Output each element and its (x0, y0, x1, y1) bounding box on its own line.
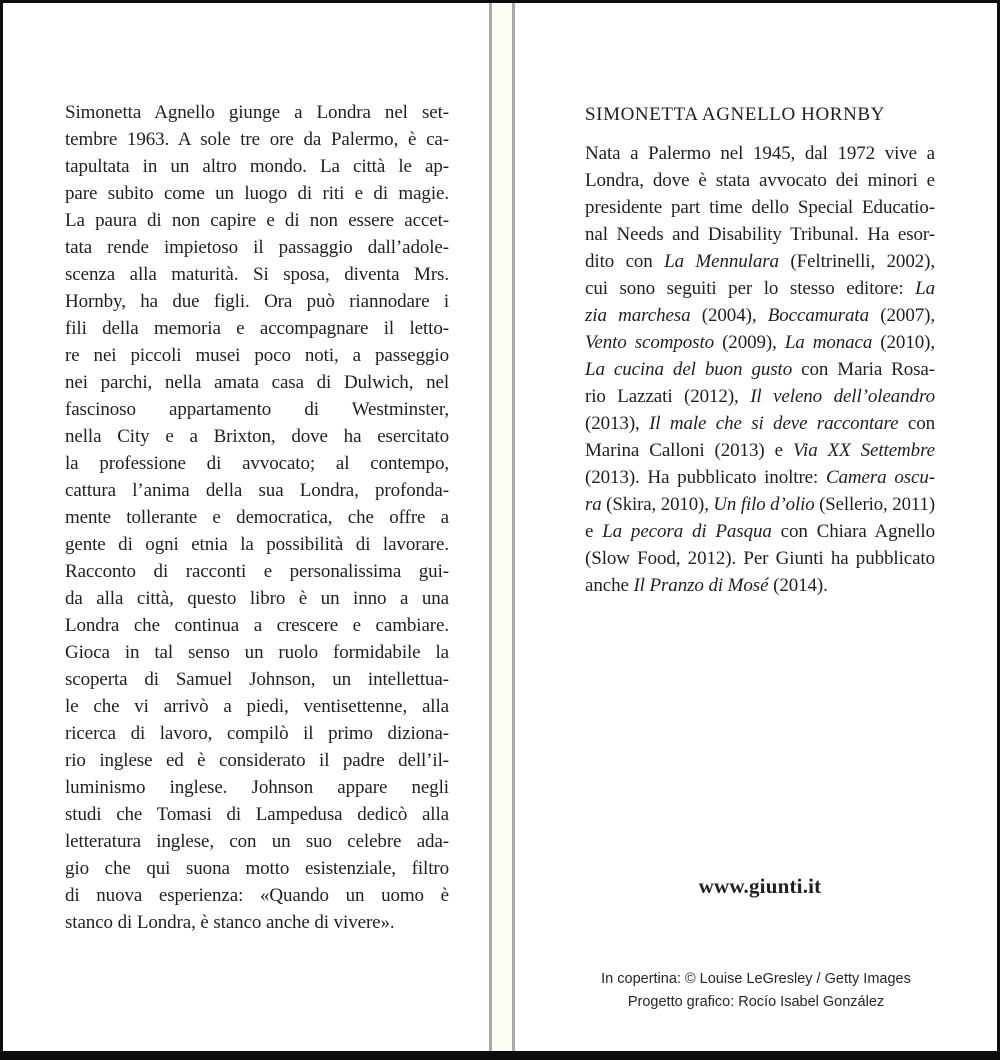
text-line: mente tollerante e democratica, che offre a (65, 507, 449, 528)
text-line: ricerca di lavoro, compilò il primo diziona- (65, 723, 449, 744)
text-line: scenza alla maturità. Si sposa, diventa Mrs. (65, 264, 449, 285)
text-line: rio Lazzati (2012), Il veleno dell’oleandro (585, 386, 935, 407)
text-line: fili della memoria e accompagnare il letto- (65, 318, 449, 339)
text-line: Hornby, ha due figli. Ora può riannodare i (65, 291, 449, 312)
text-line: gio che qui suona motto esistenziale, filtro (65, 858, 449, 879)
text-line: (Slow Food, 2012). Per Giunti ha pubblicato (585, 548, 935, 569)
right-flap-page (515, 3, 997, 1051)
text-line: tembre 1963. A sole tre ore da Palermo, è ca- (65, 129, 449, 150)
text-line: studi che Tomasi di Lampedusa dedicò alla (65, 804, 449, 825)
text-line: le che vi arrivò a piedi, ventisettenne, alla (65, 696, 449, 717)
publisher-website-link[interactable]: www.giunti.it (698, 874, 822, 898)
text-line: scoperta di Samuel Johnson, un intellettua- (65, 669, 449, 690)
credits-block (515, 968, 997, 1014)
text-line: da alla città, questo libro è un inno a una (65, 588, 449, 609)
text-line: re nei piccoli musei poco noti, a passeggio (65, 345, 449, 366)
text-line: anche Il Pranzo di Mosé (2014). (585, 575, 828, 596)
text-line: ra (Skira, 2010), Un filo d’olio (Sellerio, 2011) (585, 494, 935, 515)
text-line: zia marchesa (2004), Boccamurata (2007), (585, 305, 935, 326)
text-line: nella City e a Brixton, dove ha esercitato (65, 426, 449, 447)
graphic-design-credit: Progetto grafico: Rocío Isabel González (627, 994, 885, 1010)
author-heading-block (585, 101, 935, 128)
cover-photo-credit: In copertina: © Louise LeGresley / Getty Images (601, 971, 911, 987)
text-line: pare subito come un luogo di riti e di magie. (65, 183, 449, 204)
text-line: fascinoso appartamento di Westminster, (65, 399, 449, 420)
text-line: Nata a Palermo nel 1945, dal 1972 vive a (585, 143, 935, 164)
text-line: letteratura inglese, con un suo celebre ada- (65, 831, 449, 852)
text-line: rio inglese ed è considerato il padre dell’il- (65, 750, 449, 771)
text-line: cattura l’anima della sua Londra, profonda- (65, 480, 449, 501)
author-name-heading: SIMONETTA AGNELLO HORNBY (585, 104, 885, 125)
text-line: tata rende impietoso il passaggio dall’adole- (65, 237, 449, 258)
text-line: cui sono seguiti per lo stesso editore: La (585, 278, 935, 299)
text-line: Gioca in tal senso un ruolo formidabile la (65, 642, 449, 663)
text-line: Londra che continua a crescere e cambiare. (65, 615, 449, 636)
book-description-paragraph (65, 99, 449, 936)
spine-fold-gutter (489, 3, 515, 1051)
text-line: gente di ogni etnia la possibilità di lavorare. (65, 534, 449, 555)
text-line: Marina Calloni (2013) e Via XX Settembre (585, 440, 936, 461)
text-line: nei parchi, nella amata casa di Dulwich, nel (65, 372, 449, 393)
text-line: dito con La Mennulara (Feltrinelli, 2002), (585, 251, 935, 272)
text-line: stanco di Londra, è stanco anche di vivere». (65, 912, 395, 933)
text-line: (2013). Ha pubblicato inoltre: Camera oscu- (585, 467, 935, 488)
author-bio-paragraph (585, 140, 935, 599)
text-line: e La pecora di Pasqua con Chiara Agnello (585, 521, 936, 542)
text-line: La cucina del buon gusto con Maria Rosa- (585, 359, 935, 380)
text-line: Londra, dove è stata avvocato dei minori e (585, 170, 935, 191)
text-line: luminismo inglese. Johnson appare negli (65, 777, 449, 798)
text-line: Vento scomposto (2009), La monaca (2010), (585, 332, 935, 353)
left-flap-page (3, 3, 489, 1051)
text-line: nal Needs and Disability Tribunal. Ha esor- (585, 224, 935, 245)
text-line: (2013), Il male che si deve raccontare con (585, 413, 935, 434)
text-line: tapultata in un altro mondo. La città le ap- (65, 156, 449, 177)
text-line: di nuova esperienza: «Quando un uomo è (65, 885, 449, 906)
text-line: Simonetta Agnello giunge a Londra nel set- (65, 102, 449, 123)
text-line: La paura di non capire e di non essere accet- (65, 210, 449, 231)
text-line: presidente part time dello Special Educatio- (585, 197, 935, 218)
text-line: Racconto di racconti e personalissima gui- (65, 561, 449, 582)
text-line: la professione di avvocato; al contempo, (65, 453, 449, 474)
